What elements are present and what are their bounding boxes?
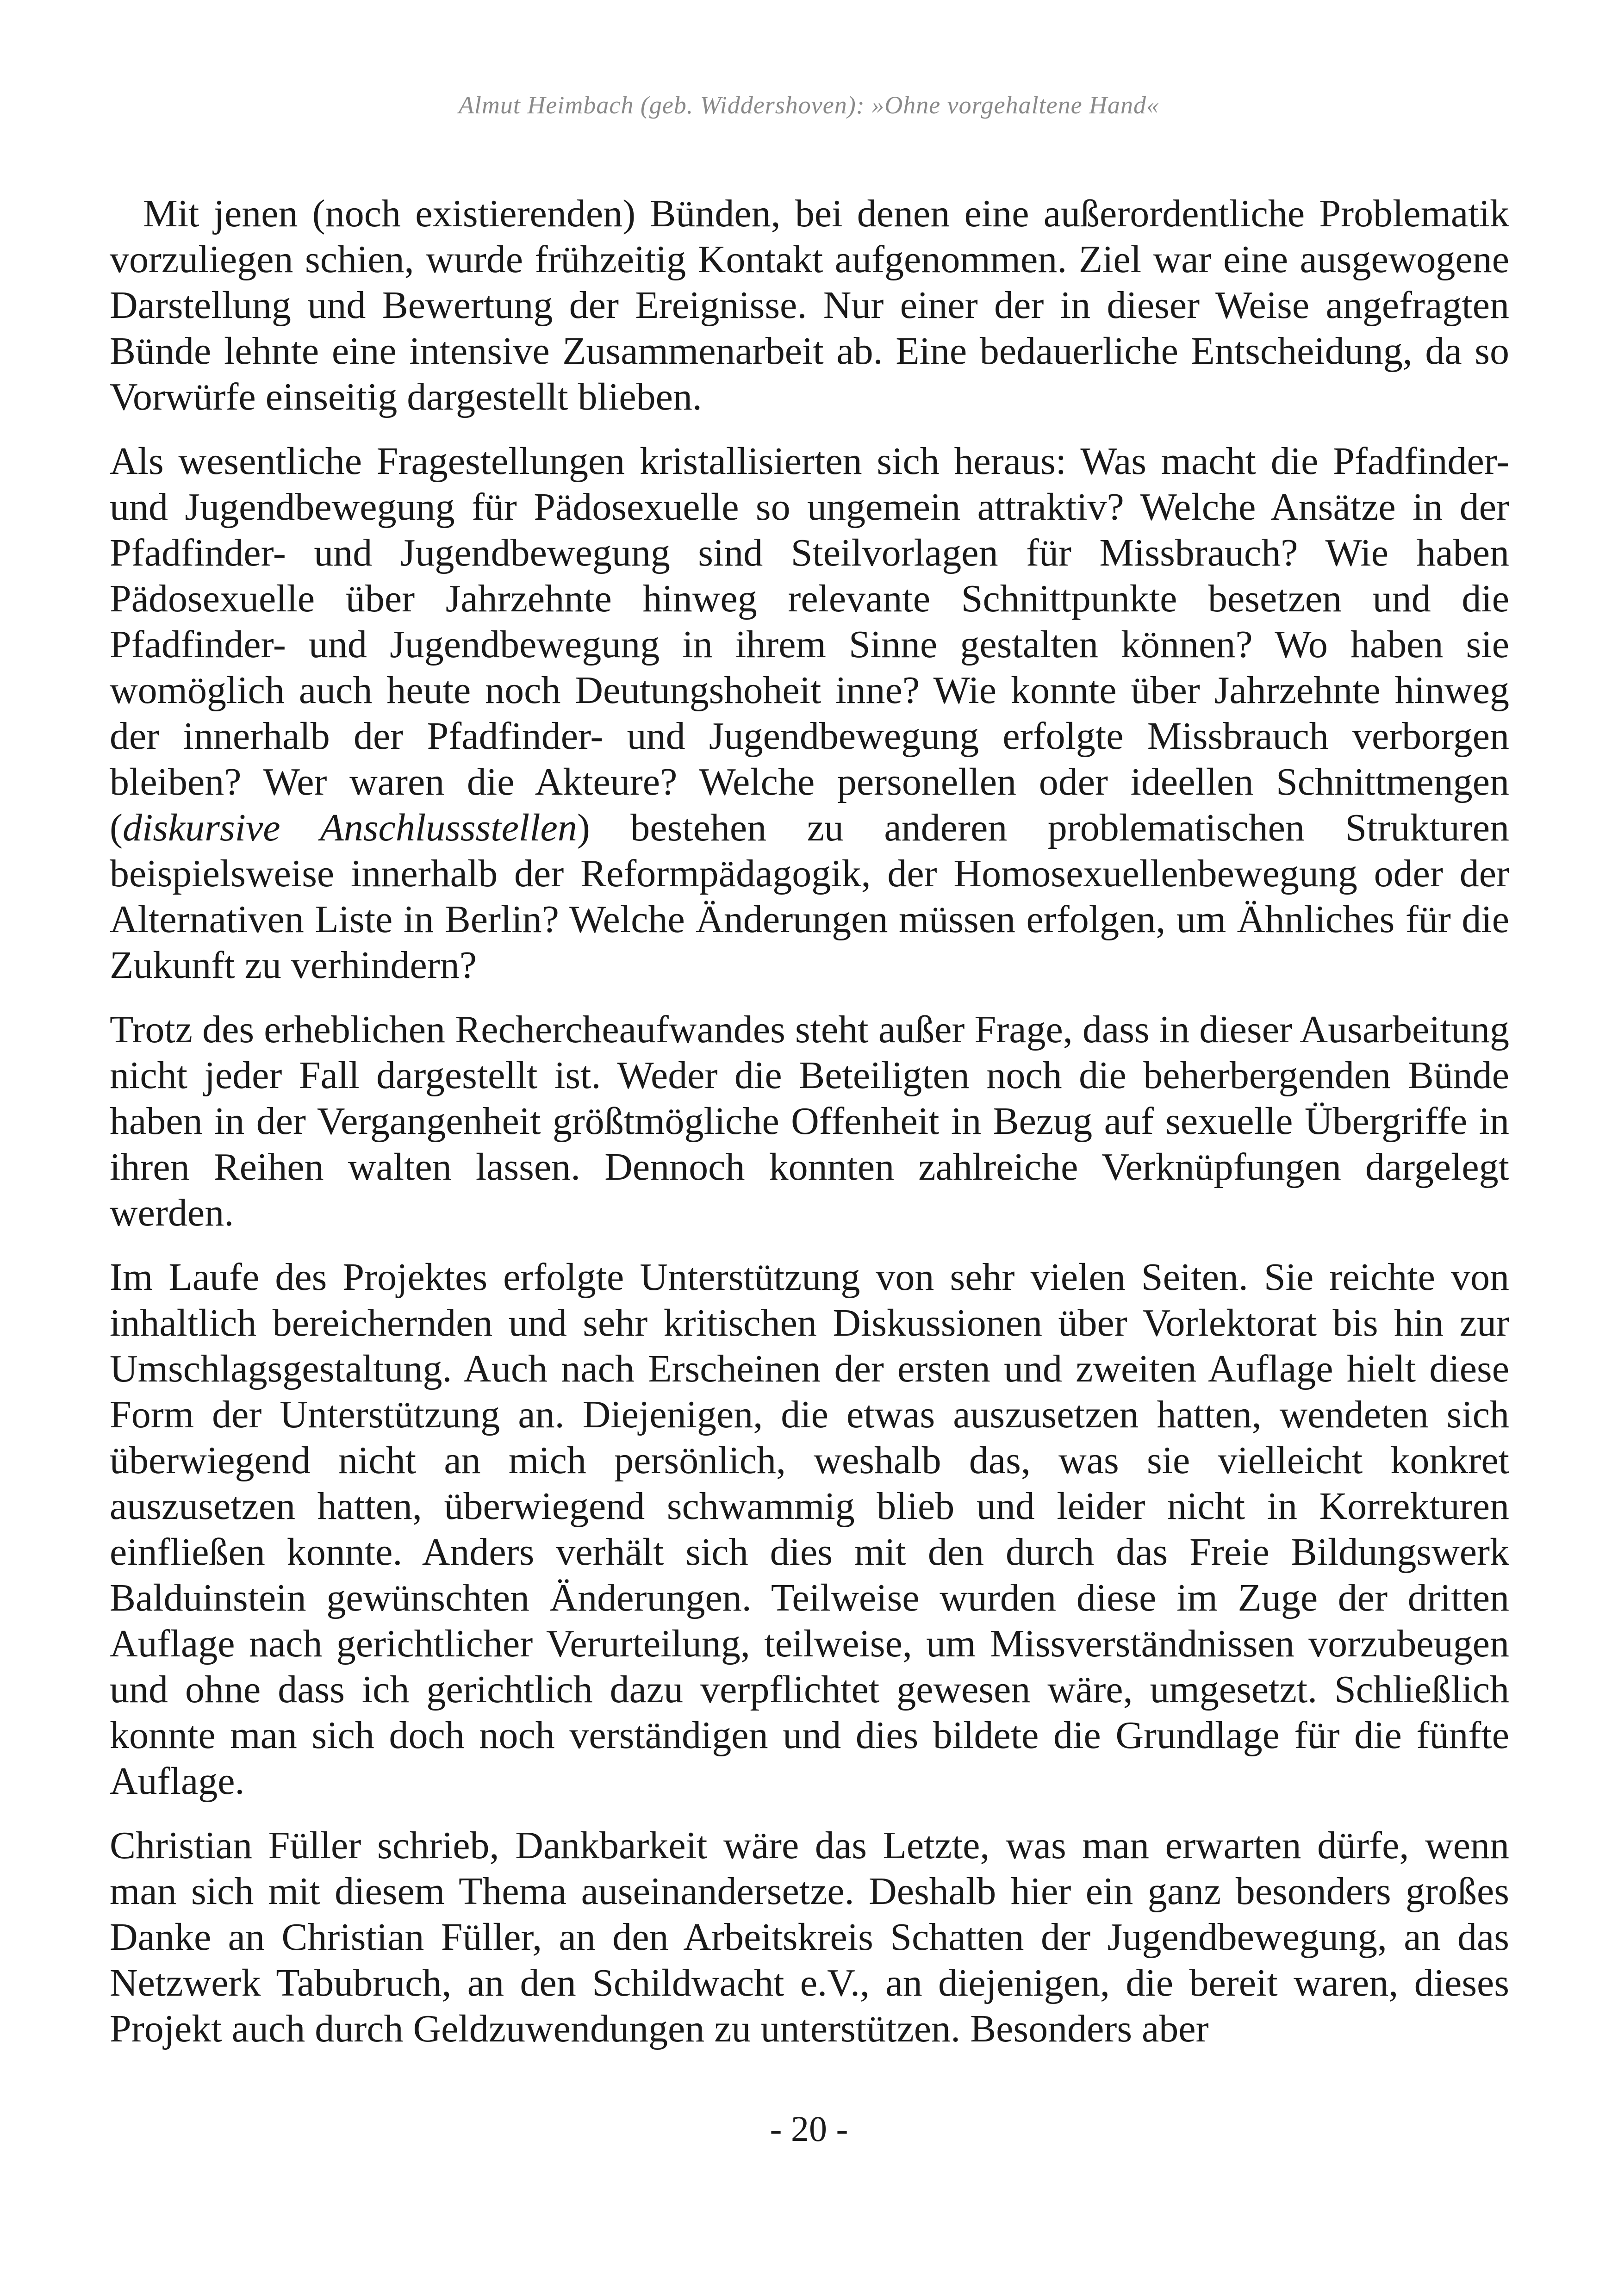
paragraph-5: Christian Füller schrieb, Dankbarkeit wäre das Letzte, was man erwarten dürfe, wenn man sich mit diesem Thema auseinandersetze. Deshalb hier ein ganz besonders großes Danke an Christian Füller, an den Arbeitskreis Schatten der Jugendbewegung, an das Netzwerk Tabubruch, an den Schildwacht e.V., an diejenigen, die bereit waren, dieses Projekt auch durch Geldzuwendungen zu unterstützen. Besonders aber [110,1824,1509,2050]
paragraph-2 [110,438,1509,988]
paragraph-1: Mit jenen (noch existierenden) Bünden, bei denen eine außerordentliche Problematik vorzuliegen schien, wurde frühzeitig Kontakt aufgenommen. Ziel war eine ausgewogene Darstellung und Bewertung der Ereignisse. Nur einer der in dieser Weise angefragten Bünde lehnte eine intensive Zusammenarbeit ab. Eine bedauerliche Entscheidung, da so Vorwürfe einseitig dargestellt blieben. [110,192,1509,418]
paragraph-2-text-before: Als wesentliche Fragestellungen kristallisierten sich heraus: Was macht die Pfadfinder- und Jugendbewegung für Pädosexuelle so ungemein attraktiv? Welche Ansätze in der Pfadfinder- und Jugendbewegung sind Steilvorlagen für Missbrauch? Wie haben Pädosexuelle über Jahrzehnte hinweg relevante Schnittpunkte besetzen und die Pfadfinder- und Jugendbewegung in ihrem Sinne gestalten können? Wo haben sie womöglich auch heute noch Deutungshoheit inne? Wie konnte über Jahrzehnte hinweg der innerhalb der Pfadfinder- und Jugendbewegung erfolgte Missbrauch verborgen bleiben? Wer waren die Akteure? Welche personellen oder ideellen Schnittmengen ( [110,440,1509,849]
running-header: Almut Heimbach (geb. Widdershoven): »Ohne vorgehaltene Hand« [458,91,1160,119]
page-number: - 20 - [770,2109,848,2149]
paragraph-4: Im Laufe des Projektes erfolgte Unterstützung von sehr vielen Seiten. Sie reichte von inhaltlich bereichernden und sehr kritischen Diskussionen über Vorlektorat bis hin zur Umschlagsgestaltung. Auch nach Erscheinen der ersten und zweiten Auflage hielt diese Form der Unterstützung an. Diejenigen, die etwas auszusetzen hatten, wendeten sich überwiegend nicht an mich persönlich, weshalb das, was sie vielleicht konkret auszusetzen hatten, überwiegend schwammig blieb und leider nicht in Korrekturen einfließen konnte. Anders verhält sich dies mit den durch das Freie Bildungswerk Balduinstein gewünschten Änderungen. Teilweise wurden diese im Zuge der dritten Auflage nach gerichtlicher Verurteilung, teilweise, um Missverständnissen vorzubeugen und ohne dass ich gerichtlich dazu verpflichtet gewesen wäre, umgesetzt. Schließlich konnte man sich doch noch verständigen und dies bildete die Grundlage für die fünfte Auflage. [110,1256,1509,1803]
paragraph-3: Trotz des erheblichen Rechercheaufwandes steht außer Frage, dass in dieser Ausarbeitung nicht jeder Fall dargestellt ist. Weder die Beteiligten noch die beherbergenden Bünde haben in der Vergangenheit größtmögliche Offenheit in Bezug auf sexuelle Übergriffe in ihren Reihen walten lassen. Dennoch konnten zahlreiche Verknüpfungen dargelegt werden. [110,1008,1509,1234]
paragraph-2-text-after: ) bestehen zu anderen problematischen Strukturen beispielsweise innerhalb der Reformpädagogik, der Homosexuellenbewegung oder der Alternativen Liste in Berlin? Welche Änderungen müssen erfolgen, um Ähnliches für die Zukunft zu verhindern? [110,806,1509,987]
paragraph-2-emphasis: diskursive Anschlussstellen [122,806,577,849]
body-text [110,191,1509,2070]
